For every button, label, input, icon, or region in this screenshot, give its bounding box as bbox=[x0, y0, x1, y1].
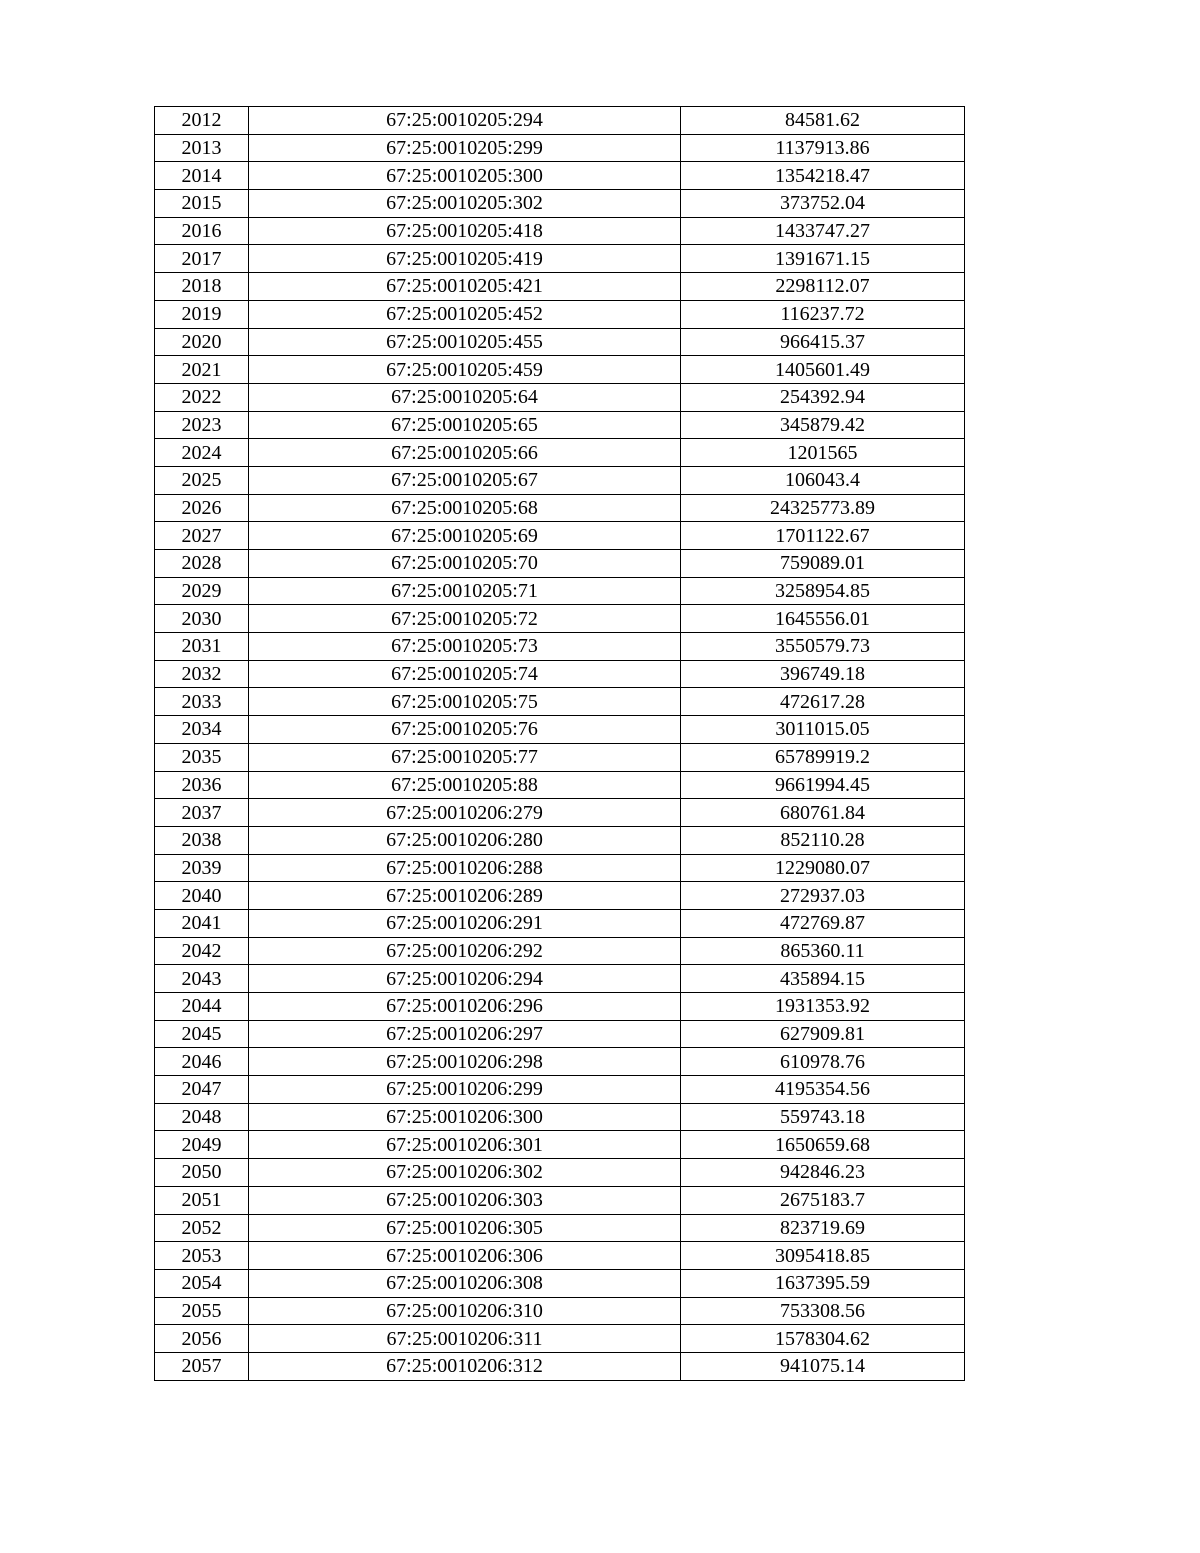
cadastral-number-cell: 67:25:0010205:72 bbox=[249, 605, 681, 633]
cadastral-number-cell: 67:25:0010205:452 bbox=[249, 300, 681, 328]
value-cell: 254392.94 bbox=[681, 383, 965, 411]
value-cell: 1931353.92 bbox=[681, 993, 965, 1021]
value-cell: 1637395.59 bbox=[681, 1269, 965, 1297]
cadastral-number-cell: 67:25:0010206:292 bbox=[249, 937, 681, 965]
table-row bbox=[155, 743, 965, 771]
row-number-cell: 2017 bbox=[155, 245, 249, 273]
cadastral-number-cell: 67:25:0010206:296 bbox=[249, 993, 681, 1021]
cadastral-number-cell: 67:25:0010206:279 bbox=[249, 799, 681, 827]
cadastral-value-table bbox=[154, 106, 965, 1381]
value-cell: 1391671.15 bbox=[681, 245, 965, 273]
row-number-cell: 2040 bbox=[155, 882, 249, 910]
table-row bbox=[155, 993, 965, 1021]
cadastral-number-cell: 67:25:0010205:302 bbox=[249, 190, 681, 218]
table-row bbox=[155, 1103, 965, 1131]
value-cell: 472769.87 bbox=[681, 909, 965, 937]
row-number-cell: 2034 bbox=[155, 716, 249, 744]
cadastral-number-cell: 67:25:0010206:298 bbox=[249, 1048, 681, 1076]
value-cell: 1433747.27 bbox=[681, 217, 965, 245]
cadastral-number-cell: 67:25:0010206:311 bbox=[249, 1325, 681, 1353]
row-number-cell: 2054 bbox=[155, 1269, 249, 1297]
row-number-cell: 2019 bbox=[155, 300, 249, 328]
row-number-cell: 2055 bbox=[155, 1297, 249, 1325]
cadastral-number-cell: 67:25:0010205:455 bbox=[249, 328, 681, 356]
row-number-cell: 2023 bbox=[155, 411, 249, 439]
row-number-cell: 2024 bbox=[155, 439, 249, 467]
row-number-cell: 2038 bbox=[155, 826, 249, 854]
cadastral-number-cell: 67:25:0010206:291 bbox=[249, 909, 681, 937]
table-row bbox=[155, 1159, 965, 1187]
row-number-cell: 2041 bbox=[155, 909, 249, 937]
value-cell: 4195354.56 bbox=[681, 1076, 965, 1104]
row-number-cell: 2031 bbox=[155, 633, 249, 661]
value-cell: 753308.56 bbox=[681, 1297, 965, 1325]
row-number-cell: 2033 bbox=[155, 688, 249, 716]
table-row bbox=[155, 577, 965, 605]
row-number-cell: 2043 bbox=[155, 965, 249, 993]
value-cell: 1354218.47 bbox=[681, 162, 965, 190]
table-row bbox=[155, 1297, 965, 1325]
row-number-cell: 2029 bbox=[155, 577, 249, 605]
cadastral-number-cell: 67:25:0010206:297 bbox=[249, 1020, 681, 1048]
table-row bbox=[155, 328, 965, 356]
row-number-cell: 2032 bbox=[155, 660, 249, 688]
row-number-cell: 2045 bbox=[155, 1020, 249, 1048]
cadastral-number-cell: 67:25:0010205:300 bbox=[249, 162, 681, 190]
row-number-cell: 2044 bbox=[155, 993, 249, 1021]
row-number-cell: 2049 bbox=[155, 1131, 249, 1159]
cadastral-number-cell: 67:25:0010206:294 bbox=[249, 965, 681, 993]
table-row bbox=[155, 190, 965, 218]
value-cell: 3550579.73 bbox=[681, 633, 965, 661]
row-number-cell: 2026 bbox=[155, 494, 249, 522]
table-row bbox=[155, 882, 965, 910]
value-cell: 84581.62 bbox=[681, 107, 965, 135]
table-row bbox=[155, 107, 965, 135]
table-row bbox=[155, 522, 965, 550]
row-number-cell: 2037 bbox=[155, 799, 249, 827]
table-row bbox=[155, 826, 965, 854]
value-cell: 435894.15 bbox=[681, 965, 965, 993]
table-row bbox=[155, 550, 965, 578]
cadastral-number-cell: 67:25:0010205:70 bbox=[249, 550, 681, 578]
cadastral-number-cell: 67:25:0010205:418 bbox=[249, 217, 681, 245]
row-number-cell: 2028 bbox=[155, 550, 249, 578]
table-row bbox=[155, 300, 965, 328]
table-row bbox=[155, 1131, 965, 1159]
table-row bbox=[155, 771, 965, 799]
value-cell: 627909.81 bbox=[681, 1020, 965, 1048]
cadastral-number-cell: 67:25:0010205:71 bbox=[249, 577, 681, 605]
cadastral-number-cell: 67:25:0010205:76 bbox=[249, 716, 681, 744]
cadastral-number-cell: 67:25:0010206:301 bbox=[249, 1131, 681, 1159]
row-number-cell: 2012 bbox=[155, 107, 249, 135]
table-row bbox=[155, 937, 965, 965]
cadastral-number-cell: 67:25:0010205:88 bbox=[249, 771, 681, 799]
table-row bbox=[155, 633, 965, 661]
table-row bbox=[155, 909, 965, 937]
table-row bbox=[155, 1048, 965, 1076]
cadastral-number-cell: 67:25:0010205:294 bbox=[249, 107, 681, 135]
row-number-cell: 2057 bbox=[155, 1352, 249, 1380]
cadastral-number-cell: 67:25:0010205:421 bbox=[249, 273, 681, 301]
value-cell: 345879.42 bbox=[681, 411, 965, 439]
cadastral-number-cell: 67:25:0010205:65 bbox=[249, 411, 681, 439]
cadastral-number-cell: 67:25:0010205:64 bbox=[249, 383, 681, 411]
cadastral-number-cell: 67:25:0010205:68 bbox=[249, 494, 681, 522]
table-body bbox=[155, 107, 965, 1381]
cadastral-number-cell: 67:25:0010205:67 bbox=[249, 466, 681, 494]
value-cell: 1645556.01 bbox=[681, 605, 965, 633]
cadastral-number-cell: 67:25:0010206:288 bbox=[249, 854, 681, 882]
value-cell: 1137913.86 bbox=[681, 134, 965, 162]
value-cell: 559743.18 bbox=[681, 1103, 965, 1131]
value-cell: 823719.69 bbox=[681, 1214, 965, 1242]
table-row bbox=[155, 245, 965, 273]
value-cell: 2298112.07 bbox=[681, 273, 965, 301]
table-row bbox=[155, 273, 965, 301]
row-number-cell: 2046 bbox=[155, 1048, 249, 1076]
row-number-cell: 2016 bbox=[155, 217, 249, 245]
value-cell: 396749.18 bbox=[681, 660, 965, 688]
table-row bbox=[155, 162, 965, 190]
value-cell: 966415.37 bbox=[681, 328, 965, 356]
table-row bbox=[155, 1186, 965, 1214]
value-cell: 865360.11 bbox=[681, 937, 965, 965]
value-cell: 680761.84 bbox=[681, 799, 965, 827]
row-number-cell: 2036 bbox=[155, 771, 249, 799]
row-number-cell: 2035 bbox=[155, 743, 249, 771]
value-cell: 272937.03 bbox=[681, 882, 965, 910]
cadastral-number-cell: 67:25:0010206:312 bbox=[249, 1352, 681, 1380]
value-cell: 2675183.7 bbox=[681, 1186, 965, 1214]
table-row bbox=[155, 1269, 965, 1297]
cadastral-number-cell: 67:25:0010206:306 bbox=[249, 1242, 681, 1270]
table-row bbox=[155, 605, 965, 633]
value-cell: 852110.28 bbox=[681, 826, 965, 854]
table-row bbox=[155, 854, 965, 882]
row-number-cell: 2027 bbox=[155, 522, 249, 550]
value-cell: 942846.23 bbox=[681, 1159, 965, 1187]
row-number-cell: 2015 bbox=[155, 190, 249, 218]
table-row bbox=[155, 134, 965, 162]
value-cell: 116237.72 bbox=[681, 300, 965, 328]
row-number-cell: 2021 bbox=[155, 356, 249, 384]
row-number-cell: 2051 bbox=[155, 1186, 249, 1214]
row-number-cell: 2018 bbox=[155, 273, 249, 301]
cadastral-number-cell: 67:25:0010205:299 bbox=[249, 134, 681, 162]
row-number-cell: 2025 bbox=[155, 466, 249, 494]
cadastral-number-cell: 67:25:0010206:308 bbox=[249, 1269, 681, 1297]
value-cell: 610978.76 bbox=[681, 1048, 965, 1076]
value-cell: 1229080.07 bbox=[681, 854, 965, 882]
value-cell: 1201565 bbox=[681, 439, 965, 467]
table-row bbox=[155, 716, 965, 744]
table-row bbox=[155, 411, 965, 439]
row-number-cell: 2056 bbox=[155, 1325, 249, 1353]
row-number-cell: 2050 bbox=[155, 1159, 249, 1187]
table-row bbox=[155, 660, 965, 688]
table-row bbox=[155, 383, 965, 411]
cadastral-number-cell: 67:25:0010205:75 bbox=[249, 688, 681, 716]
table-row bbox=[155, 439, 965, 467]
value-cell: 9661994.45 bbox=[681, 771, 965, 799]
row-number-cell: 2014 bbox=[155, 162, 249, 190]
row-number-cell: 2048 bbox=[155, 1103, 249, 1131]
cadastral-number-cell: 67:25:0010205:419 bbox=[249, 245, 681, 273]
value-cell: 24325773.89 bbox=[681, 494, 965, 522]
row-number-cell: 2013 bbox=[155, 134, 249, 162]
value-cell: 3011015.05 bbox=[681, 716, 965, 744]
cadastral-number-cell: 67:25:0010205:73 bbox=[249, 633, 681, 661]
value-cell: 65789919.2 bbox=[681, 743, 965, 771]
cadastral-number-cell: 67:25:0010206:299 bbox=[249, 1076, 681, 1104]
row-number-cell: 2042 bbox=[155, 937, 249, 965]
table-row bbox=[155, 799, 965, 827]
cadastral-number-cell: 67:25:0010206:300 bbox=[249, 1103, 681, 1131]
table-row bbox=[155, 1214, 965, 1242]
cadastral-number-cell: 67:25:0010205:459 bbox=[249, 356, 681, 384]
table-row bbox=[155, 356, 965, 384]
row-number-cell: 2020 bbox=[155, 328, 249, 356]
cadastral-number-cell: 67:25:0010206:302 bbox=[249, 1159, 681, 1187]
row-number-cell: 2022 bbox=[155, 383, 249, 411]
value-cell: 1578304.62 bbox=[681, 1325, 965, 1353]
table-row bbox=[155, 1352, 965, 1380]
row-number-cell: 2047 bbox=[155, 1076, 249, 1104]
value-cell: 1701122.67 bbox=[681, 522, 965, 550]
cadastral-number-cell: 67:25:0010205:74 bbox=[249, 660, 681, 688]
value-cell: 3095418.85 bbox=[681, 1242, 965, 1270]
row-number-cell: 2039 bbox=[155, 854, 249, 882]
cadastral-number-cell: 67:25:0010206:310 bbox=[249, 1297, 681, 1325]
value-cell: 941075.14 bbox=[681, 1352, 965, 1380]
table-row bbox=[155, 217, 965, 245]
value-cell: 1405601.49 bbox=[681, 356, 965, 384]
value-cell: 106043.4 bbox=[681, 466, 965, 494]
table-row bbox=[155, 688, 965, 716]
table-row bbox=[155, 1325, 965, 1353]
cadastral-number-cell: 67:25:0010206:305 bbox=[249, 1214, 681, 1242]
cadastral-number-cell: 67:25:0010206:303 bbox=[249, 1186, 681, 1214]
table-row bbox=[155, 1076, 965, 1104]
cadastral-number-cell: 67:25:0010205:69 bbox=[249, 522, 681, 550]
row-number-cell: 2030 bbox=[155, 605, 249, 633]
row-number-cell: 2053 bbox=[155, 1242, 249, 1270]
table-row bbox=[155, 466, 965, 494]
table-row bbox=[155, 965, 965, 993]
table-row bbox=[155, 494, 965, 522]
cadastral-number-cell: 67:25:0010206:280 bbox=[249, 826, 681, 854]
table-row bbox=[155, 1020, 965, 1048]
cadastral-number-cell: 67:25:0010205:66 bbox=[249, 439, 681, 467]
value-cell: 759089.01 bbox=[681, 550, 965, 578]
table-row bbox=[155, 1242, 965, 1270]
cadastral-number-cell: 67:25:0010205:77 bbox=[249, 743, 681, 771]
cadastral-number-cell: 67:25:0010206:289 bbox=[249, 882, 681, 910]
value-cell: 3258954.85 bbox=[681, 577, 965, 605]
value-cell: 472617.28 bbox=[681, 688, 965, 716]
value-cell: 1650659.68 bbox=[681, 1131, 965, 1159]
row-number-cell: 2052 bbox=[155, 1214, 249, 1242]
value-cell: 373752.04 bbox=[681, 190, 965, 218]
